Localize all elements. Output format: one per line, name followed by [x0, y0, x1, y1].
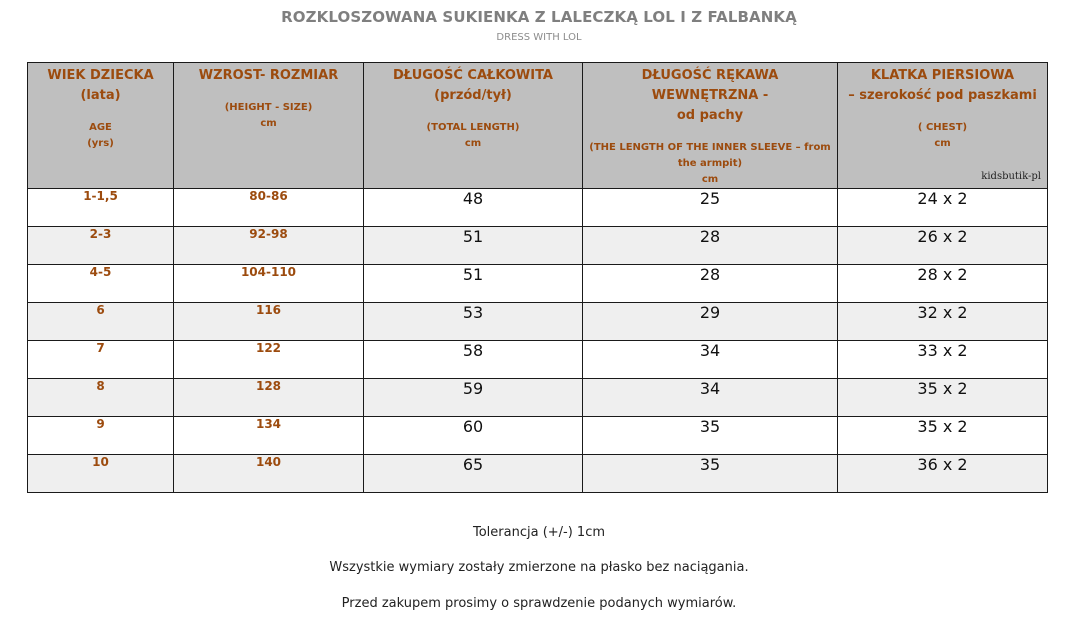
cell-chest: 24 x 2	[838, 189, 1048, 227]
cell-chest: 33 x 2	[838, 341, 1048, 379]
cell-age: 7	[28, 341, 174, 379]
table-row	[28, 303, 1048, 341]
cell-age: 4-5	[28, 265, 174, 303]
header-row	[28, 63, 1048, 189]
table-row	[28, 265, 1048, 303]
page-title: ROZKLOSZOWANA SUKIENKA Z LALECZKĄ LOL I Z FALBANKĄ	[281, 8, 797, 26]
header-height	[174, 63, 364, 189]
cell-chest: 32 x 2	[838, 303, 1048, 341]
cell-size: 128	[174, 379, 364, 417]
note-check: Przed zakupem prosimy o sprawdzenie podanych wymiarów.	[341, 596, 737, 611]
header-length-pl: DŁUGOŚĆ CAŁKOWITA	[393, 68, 553, 83]
table-row	[28, 379, 1048, 417]
cell-age: 6	[28, 303, 174, 341]
header-age-pl-unit: (lata)	[80, 88, 121, 103]
cell-chest: 26 x 2	[838, 227, 1048, 265]
table-row	[28, 189, 1048, 227]
header-chest-en: ( CHEST)	[917, 122, 968, 133]
cell-sleeve: 28	[583, 265, 838, 303]
table-row	[28, 417, 1048, 455]
header-length-en: (TOTAL LENGTH)	[426, 122, 520, 133]
header-chest	[838, 63, 1048, 189]
cell-sleeve: 34	[583, 379, 838, 417]
cell-length: 65	[364, 455, 583, 493]
header-chest-unit: cm	[934, 138, 951, 149]
header-sleeve-en2: the armpit)	[677, 158, 743, 169]
header-sleeve-en: (THE LENGTH OF THE INNER SLEEVE – from	[589, 142, 831, 153]
cell-sleeve: 28	[583, 227, 838, 265]
header-height-unit: cm	[260, 118, 277, 129]
cell-size: 140	[174, 455, 364, 493]
cell-chest: 35 x 2	[838, 417, 1048, 455]
cell-age: 2-3	[28, 227, 174, 265]
cell-size: 122	[174, 341, 364, 379]
header-chest-pl: KLATKA PIERSIOWA	[870, 68, 1015, 83]
header-chest-pl2: – szerokość pod paszkami	[848, 88, 1037, 103]
cell-sleeve: 29	[583, 303, 838, 341]
cell-size: 92-98	[174, 227, 364, 265]
cell-length: 60	[364, 417, 583, 455]
cell-sleeve: 25	[583, 189, 838, 227]
watermark: kidsbutik-pl	[981, 171, 1041, 182]
cell-length: 59	[364, 379, 583, 417]
cell-size: 104-110	[174, 265, 364, 303]
page-subtitle: DRESS WITH LOL	[496, 32, 582, 43]
header-age-unit: (yrs)	[87, 138, 114, 149]
table-row	[28, 227, 1048, 265]
header-age-en: AGE	[89, 122, 112, 133]
cell-length: 51	[364, 227, 583, 265]
header-age	[28, 63, 174, 189]
cell-sleeve: 35	[583, 417, 838, 455]
cell-age: 9	[28, 417, 174, 455]
table-row	[28, 341, 1048, 379]
table-row	[28, 455, 1048, 493]
cell-length: 48	[364, 189, 583, 227]
cell-length: 53	[364, 303, 583, 341]
header-height-en: (HEIGHT - SIZE)	[224, 102, 313, 113]
header-sleeve-pl: DŁUGOŚĆ RĘKAWA WEWNĘTRZNA -	[641, 68, 779, 103]
cell-chest: 35 x 2	[838, 379, 1048, 417]
header-length-pl2: (przód/tył)	[434, 88, 512, 103]
cell-sleeve: 35	[583, 455, 838, 493]
cell-length: 51	[364, 265, 583, 303]
header-sleeve-unit: cm	[701, 174, 719, 185]
header-age-pl: WIEK DZIECKA	[47, 68, 154, 83]
cell-size: 116	[174, 303, 364, 341]
cell-size: 134	[174, 417, 364, 455]
header-height-pl: WZROST- ROZMIAR	[198, 68, 339, 83]
size-table	[27, 62, 1048, 493]
cell-size: 80-86	[174, 189, 364, 227]
cell-age: 10	[28, 455, 174, 493]
cell-sleeve: 34	[583, 341, 838, 379]
note-tolerance: Tolerancja (+/-) 1cm	[472, 525, 606, 540]
header-length	[364, 63, 583, 189]
header-length-unit: cm	[464, 138, 482, 149]
header-sleeve-pl2: od pachy	[676, 108, 744, 123]
cell-chest: 36 x 2	[838, 455, 1048, 493]
note-measured: Wszystkie wymiary zostały zmierzone na płasko bez naciągania.	[329, 560, 749, 575]
cell-age: 1-1,5	[28, 189, 174, 227]
header-sleeve	[583, 63, 838, 189]
cell-chest: 28 x 2	[838, 265, 1048, 303]
cell-length: 58	[364, 341, 583, 379]
cell-age: 8	[28, 379, 174, 417]
